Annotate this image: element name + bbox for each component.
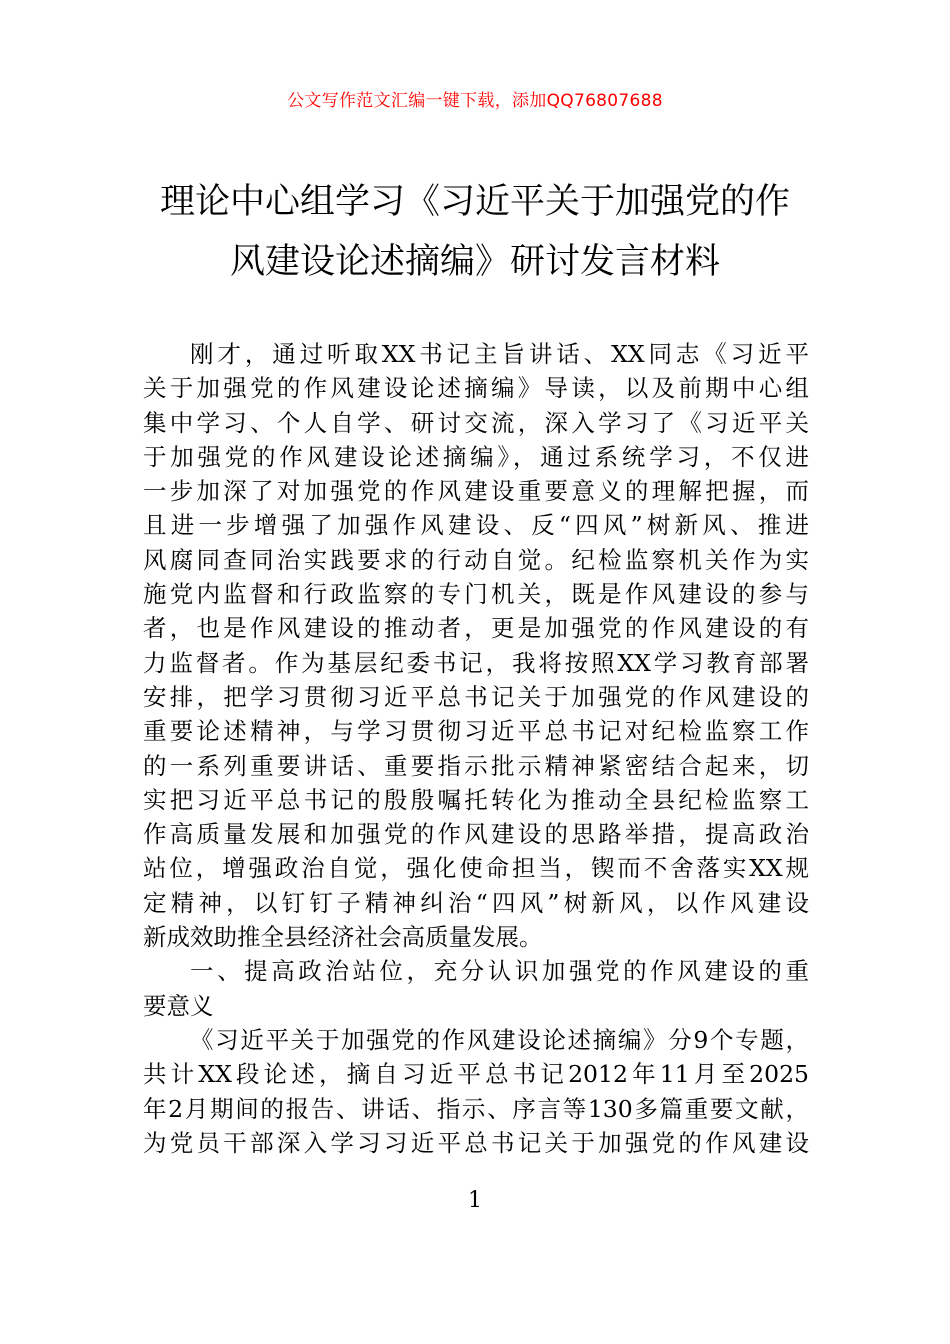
body-line: 施党内监督和行政监察的专门机关，既是作风建设的参与	[143, 580, 809, 609]
body-line: 作高质量发展和加强党的作风建设的思路举措，提高政治	[143, 820, 809, 849]
body-line: 新成效助推全县经济社会高质量发展。	[143, 923, 543, 952]
body-line: 刚才，通过听取XX书记主旨讲话、XX同志《习近平	[190, 340, 809, 368]
title-line-1: 理论中心组学习《习近平关于加强党的作	[159, 182, 790, 222]
body-line: 于加强党的作风建设论述摘编》，通过系统学习，不仅进	[143, 442, 809, 471]
body-line: 风腐同查同治实践要求的行动自觉。纪检监察机关作为实	[143, 545, 809, 574]
download-notice: 公文写作范文汇编一键下载，添加QQ76807688	[287, 91, 663, 111]
title-line-2: 风建设论述摘编》研讨发言材料	[229, 242, 720, 282]
body-line: 关于加强党的作风建设论述摘编》导读，以及前期中心组	[143, 374, 809, 403]
body-line: 年2月期间的报告、讲话、指示、序言等130多篇重要文献，	[143, 1094, 809, 1123]
body-line: 安排，把学习贯彻习近平总书记关于加强党的作风建设的	[143, 682, 809, 711]
body-line: 一步加深了对加强党的作风建设重要意义的理解把握，而	[143, 477, 809, 506]
body-line: 共计XX段论述，摘自习近平总书记2012年11月至2025	[143, 1060, 809, 1089]
document-title	[120, 172, 830, 292]
body-line: 且进一步增强了加强作风建设、反“四风”树新风、推进	[143, 511, 809, 540]
body-line: 重要论述精神，与学习贯彻习近平总书记对纪检监察工作	[143, 717, 809, 746]
body-line: 定精神，以钉钉子精神纠治“四风”树新风，以作风建设	[143, 888, 809, 917]
document-body	[143, 337, 809, 1160]
body-line: 《习近平关于加强党的作风建设论述摘编》分9个专题，	[190, 1025, 809, 1054]
body-line: 站位，增强政治自觉，强化使命担当，锲而不舍落实XX规	[143, 854, 809, 883]
body-line: 实把习近平总书记的殷殷嘱托转化为推动全县纪检监察工	[143, 785, 809, 814]
body-line: 的一系列重要讲话、重要指示批示精神紧密结合起来，切	[143, 751, 809, 780]
section-heading-line: 要意义	[143, 991, 214, 1020]
body-line: 力监督者。作为基层纪委书记，我将按照XX学习教育部署	[143, 648, 809, 677]
body-line: 者，也是作风建设的推动者，更是加强党的作风建设的有	[143, 614, 809, 643]
section-heading-line: 一、提高政治站位，充分认识加强党的作风建设的重	[190, 957, 809, 986]
body-line: 为党员干部深入学习习近平总书记关于加强党的作风建设	[143, 1128, 809, 1157]
page-number: 1	[468, 1188, 482, 1213]
body-line: 集中学习、个人自学、研讨交流，深入学习了《习近平关	[143, 408, 809, 437]
